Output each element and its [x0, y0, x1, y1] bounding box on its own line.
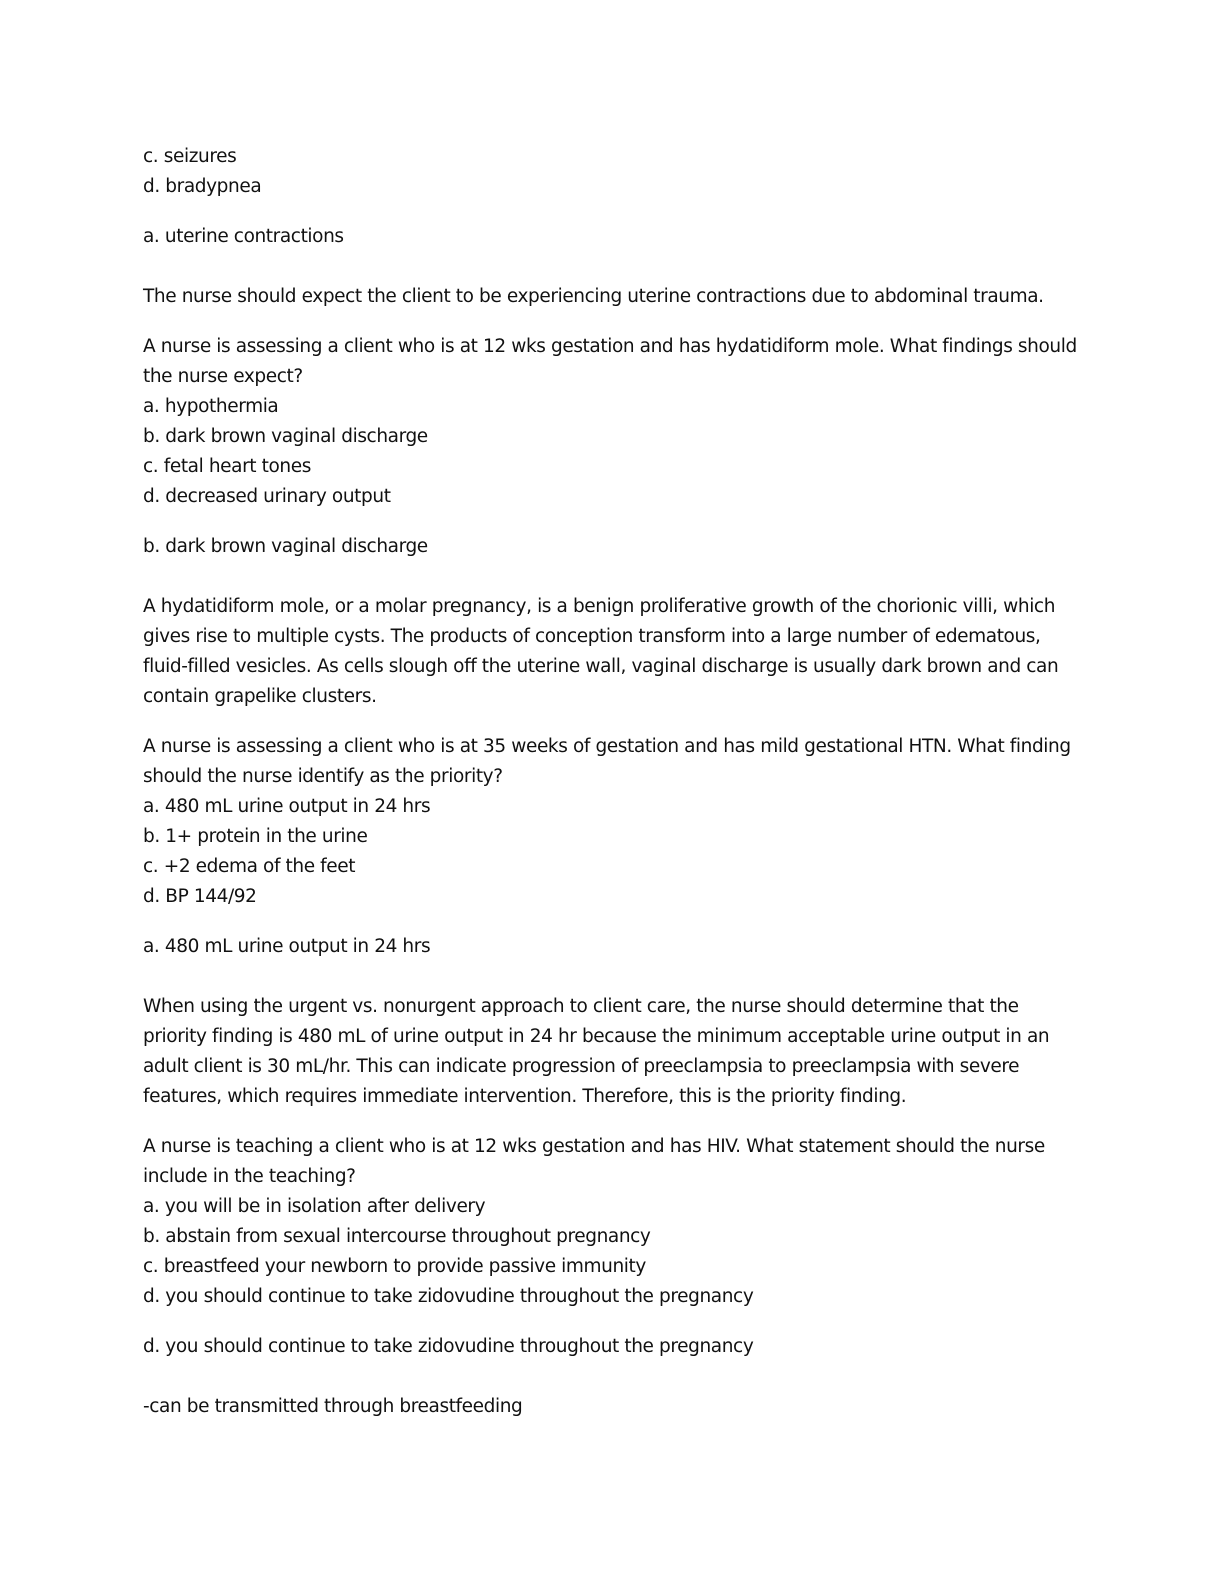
option-b-dark-brown-discharge: b. dark brown vaginal discharge — [143, 426, 428, 447]
question-hydatidiform-mole: A nurse is assessing a client who is at 12 wks gestation and has hydatidiform mole. What findings should the nurse expect? — [143, 336, 1077, 387]
option-a-hypothermia: a. hypothermia — [143, 396, 279, 417]
option-b-protein-urine: b. 1+ protein in the urine — [143, 826, 368, 847]
question-hiv-teaching: A nurse is teaching a client who is at 12 wks gestation and has HIV. What statement should the nurse include in the teaching? — [143, 1136, 1045, 1187]
option-d-decreased-urinary-output: d. decreased urinary output — [143, 486, 391, 507]
answer-dark-brown-discharge: b. dark brown vaginal discharge — [143, 536, 428, 557]
answer-urine-output: a. 480 mL urine output in 24 hrs — [143, 936, 431, 957]
option-c-breastfeed: c. breastfeed your newborn to provide passive immunity — [143, 1256, 646, 1277]
option-c-fetal-heart-tones: c. fetal heart tones — [143, 456, 311, 477]
option-c-edema-feet: c. +2 edema of the feet — [143, 856, 356, 877]
option-a-isolation: a. you will be in isolation after delivery — [143, 1196, 486, 1217]
option-a-urine-output: a. 480 mL urine output in 24 hrs — [143, 796, 431, 817]
option-b-abstain: b. abstain from sexual intercourse throughout pregnancy — [143, 1226, 651, 1247]
document-page — [143, 142, 1078, 1422]
rationale-breastfeeding: -can be transmitted through breastfeeding — [143, 1396, 523, 1417]
answer-uterine-contractions: a. uterine contractions — [143, 226, 344, 247]
option-d-blood-pressure: d. BP 144/92 — [143, 886, 257, 907]
answer-zidovudine: d. you should continue to take zidovudine throughout the pregnancy — [143, 1336, 754, 1357]
rationale-molar-pregnancy: A hydatidiform mole, or a molar pregnancy, is a benign proliferative growth of the chorionic villi, which gives rise to multiple cysts. The products of conception transform into a large number of edematous, fluid-filled vesicles. As cells slough off the uterine wall, vaginal discharge is usually dark brown and can contain grapelike clusters. — [143, 596, 1059, 707]
option-c-seizures: c. seizures — [143, 146, 237, 167]
question-gestational-htn: A nurse is assessing a client who is at 35 weeks of gestation and has mild gestational HTN. What finding should the nurse identify as the priority? — [143, 736, 1071, 787]
rationale-priority-finding: When using the urgent vs. nonurgent approach to client care, the nurse should determine that the priority finding is 480 mL of urine output in 24 hr because the minimum acceptable urine output in an adult client is 30 mL/hr. This can indicate progression of preeclampsia to preeclampsia with severe features, which requires immediate intervention. Therefore, this is the priority finding. — [143, 996, 1050, 1107]
option-d-bradypnea: d. bradypnea — [143, 176, 262, 197]
rationale-abdominal-trauma: The nurse should expect the client to be experiencing uterine contractions due to abdominal trauma. — [143, 286, 1044, 307]
option-d-zidovudine: d. you should continue to take zidovudine throughout the pregnancy — [143, 1286, 754, 1307]
